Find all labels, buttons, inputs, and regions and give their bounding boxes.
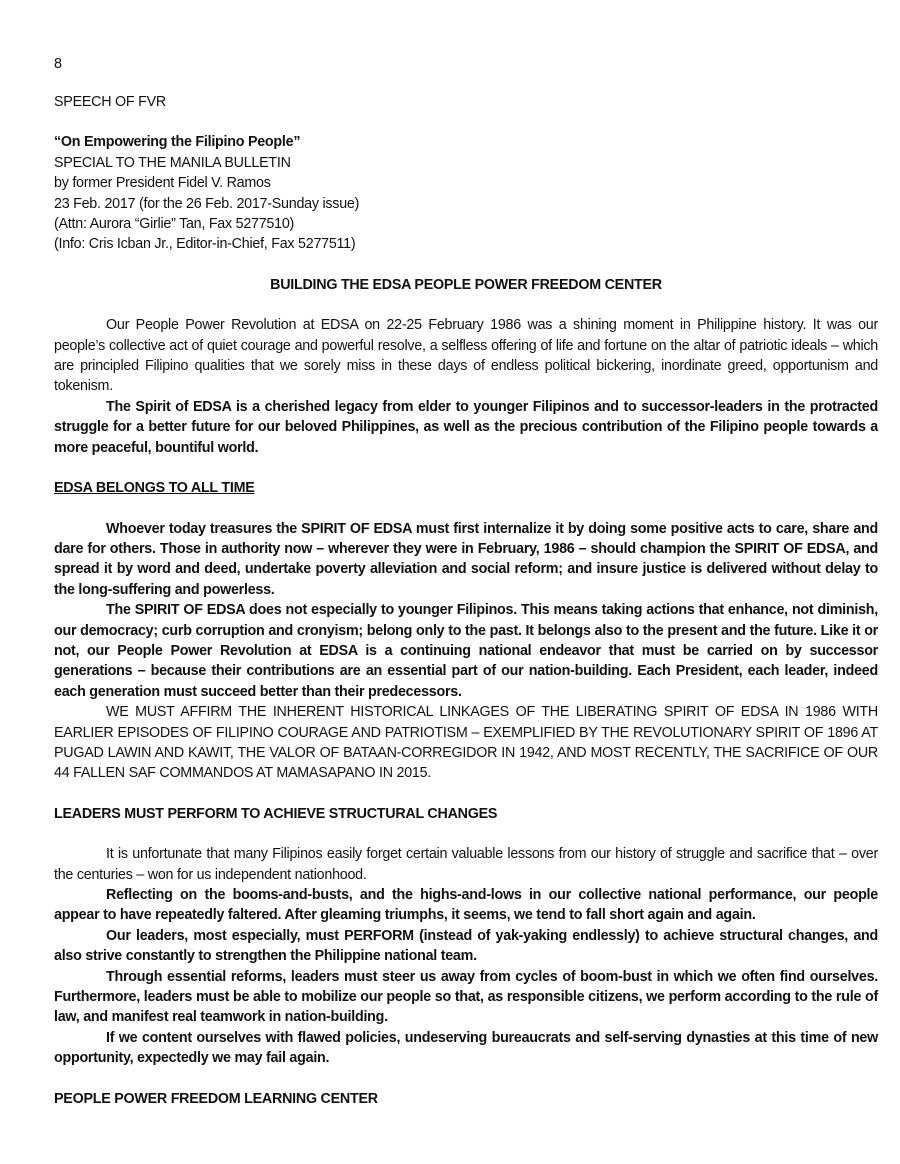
paragraph: The SPIRIT OF EDSA does not especially to younger Filipinos. This means taking actions that enhance, not diminish, our democracy; curb corruption and cronyism; belong only to the past. It belongs also to the present and the future. Like it or not, our People Power Revolution at EDSA is a continuing national endeavor that must be carried on by successor generations – because their contributions are an essential part of our nation-building. Each President, each leader, indeed each generation must succeed better than their predecessors. [54,602,878,700]
paragraph: WE MUST AFFIRM THE INHERENT HISTORICAL LINKAGES OF THE LIBERATING SPIRIT OF EDSA IN 1986 WITH EARLIER EPISODES OF FILIPINO COURAGE AND PATRIOTISM – EXEMPLIFIED BY THE REVOLUTIONARY SPIRIT OF 1896 AT PUGAD LAWIN AND KAWIT, THE VALOR OF BATAAN-CORREGIDOR IN 1942, AND MOST RECENTLY, THE SACRIFICE OF OUR 44 FALLEN SAF COMMANDOS AT MAMASAPANO IN 2015. [54,704,878,782]
header-line: (Info: Cris Icban Jr., Editor-in-Chief, Fax 5277511) [54,236,356,253]
paragraph: The Spirit of EDSA is a cherished legacy from elder to younger Filipinos and to successor-leaders in the protracted struggle for a better future for our beloved Philippines, as well as the precious contribution of the Filipino people towards a more peaceful, bountiful world. [54,398,878,456]
section-heading: PEOPLE POWER FREEDOM LEARNING CENTER [54,1090,378,1107]
article-title: “On Empowering the Filipino People” [54,134,301,151]
paragraph: Our People Power Revolution at EDSA on 22-25 February 1986 was a shining moment in Philippine history. It was our people’s collective act of quiet courage and powerful resolve, a selfless offering of life and fortune on the altar of patriotic ideals – which are principled Filipino qualities that we sorely miss in these days of endless political bickering, inordinate greed, opportunism and tokenism. [54,317,878,395]
article-header [54,132,878,254]
header-line: SPECIAL TO THE MANILA BULLETIN [54,154,291,171]
header-line: (Attn: Aurora “Girlie” Tan, Fax 5277510) [54,216,295,233]
paragraph: Whoever today treasures the SPIRIT OF EDSA must first internalize it by doing some positive acts to care, share and dare for others. Those in authority now – wherever they were in February, 1986 – should champion the SPIRIT OF EDSA, and spread it by word and deed, undertake poverty alleviation and social reform; and insure justice is delivered without delay to the long-suffering and powerless. [54,520,878,598]
paragraph: Reflecting on the booms-and-busts, and the highs-and-lows in our collective national performance, our people appear to have repeatedly faltered. After gleaming triumphs, it seems, we tend to fall short again and again. [54,887,878,924]
header-line: 23 Feb. 2017 (for the 26 Feb. 2017-Sunday issue) [54,195,360,212]
page-number: 8 [54,56,62,72]
paragraph: Our leaders, most especially, must PERFORM (instead of yak-yaking endlessly) to achieve structural changes, and also strive constantly to strengthen the Philippine national team. [54,927,878,965]
section-heading: LEADERS MUST PERFORM TO ACHIEVE STRUCTURAL CHANGES [54,805,498,822]
section-heading: EDSA BELONGS TO ALL TIME [54,480,255,497]
doc-label: SPEECH OF FVR [54,94,166,110]
paragraph: Through essential reforms, leaders must steer us away from cycles of boom-bust in which we often find ourselves. Furthermore, leaders must be able to mobilize our people so that, as responsible citizens, we perform according to the rule of law, and manifest real teamwork in nation-building. [54,968,878,1026]
header-line: by former President Fidel V. Ramos [54,175,271,192]
paragraph: If we content ourselves with flawed policies, undeserving bureaucrats and self-serving dynasties at this time of new opportunity, expectedly we may fail again. [54,1029,878,1067]
paragraph: It is unfortunate that many Filipinos easily forget certain valuable lessons from our history of struggle and sacrifice that – over the centuries – won for us independent nationhood. [54,846,878,883]
main-heading: BUILDING THE EDSA PEOPLE POWER FREEDOM CENTER [270,276,662,293]
